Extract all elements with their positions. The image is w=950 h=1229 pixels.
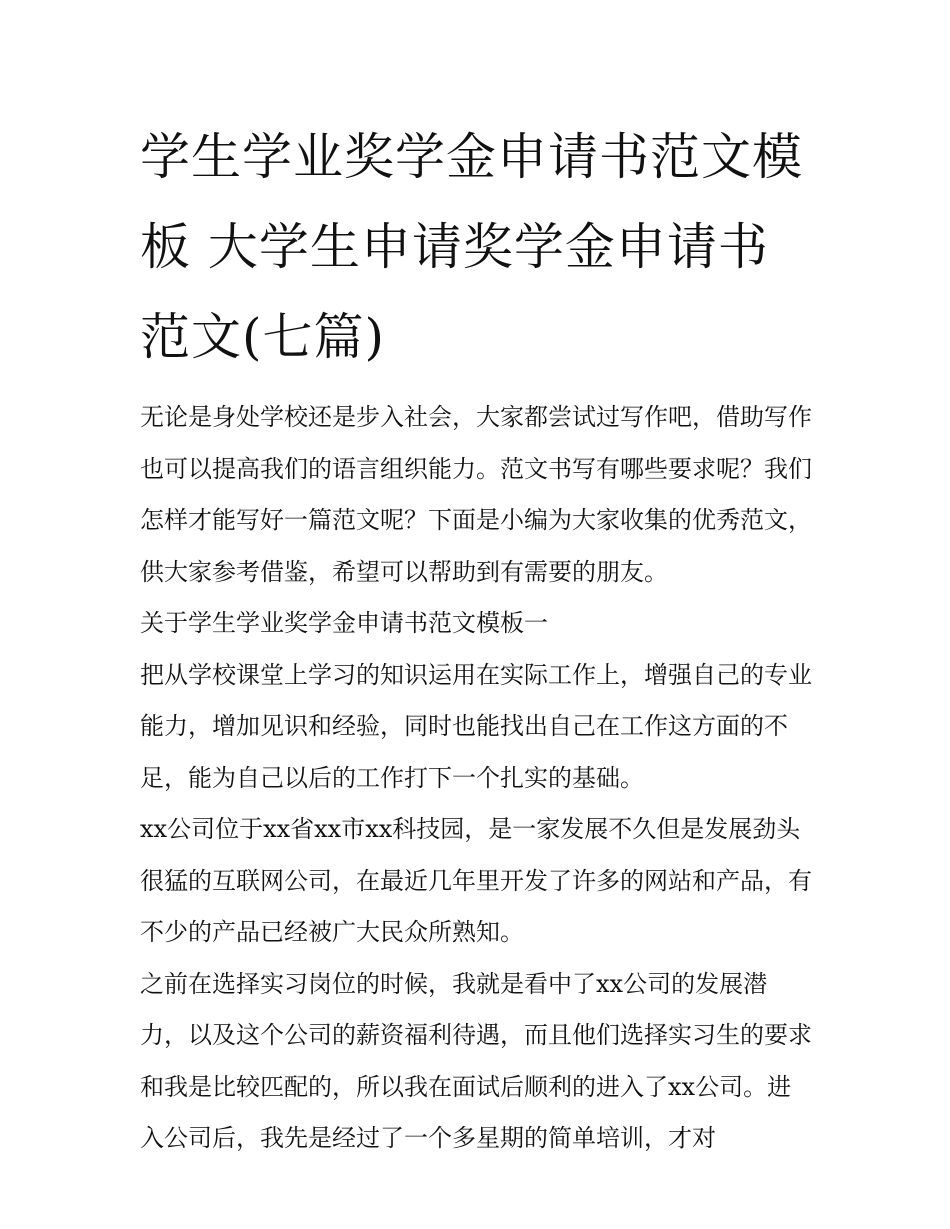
document-page	[140, 112, 812, 1165]
body-paragraph: 把从学校课堂上学习的知识运用在实际工作上，增强自己的专业能力，增加见识和经验，同时也能找出自己在工作这方面的不足，能为自己以后的工作打下一个扎实的基础。	[140, 660, 812, 792]
document-body	[140, 392, 812, 1165]
body-paragraph: xx公司位于xx省xx市xx科技园，是一家发展不久但是发展劲头很猛的互联网公司，在最近几年里开发了许多的网站和产品，有不少的产品已经被广大民众所熟知。	[140, 815, 812, 946]
intro-paragraph: 无论是身处学校还是步入社会，大家都尝试过写作吧，借助写作也可以提高我们的语言组织能力。范文书写有哪些要求呢？我们怎样才能写好一篇范文呢？下面是小编为大家收集的优秀范文，供大家参考借鉴，希望可以帮助到有需要的朋友。	[140, 403, 812, 586]
document-title: 学生学业奖学金申请书范文模板 大学生申请奖学金申请书范文(七篇)	[140, 128, 803, 366]
section-heading: 关于学生学业奖学金申请书范文模板一	[140, 609, 548, 637]
body-paragraph: 之前在选择实习岗位的时候，我就是看中了xx公司的发展潜力，以及这个公司的薪资福利待遇，而且他们选择实习生的要求和我是比较匹配的，所以我在面试后顺利的进入了xx公司。进入公司后，我先是经过了一个多星期的简单培训，才对	[140, 969, 812, 1152]
